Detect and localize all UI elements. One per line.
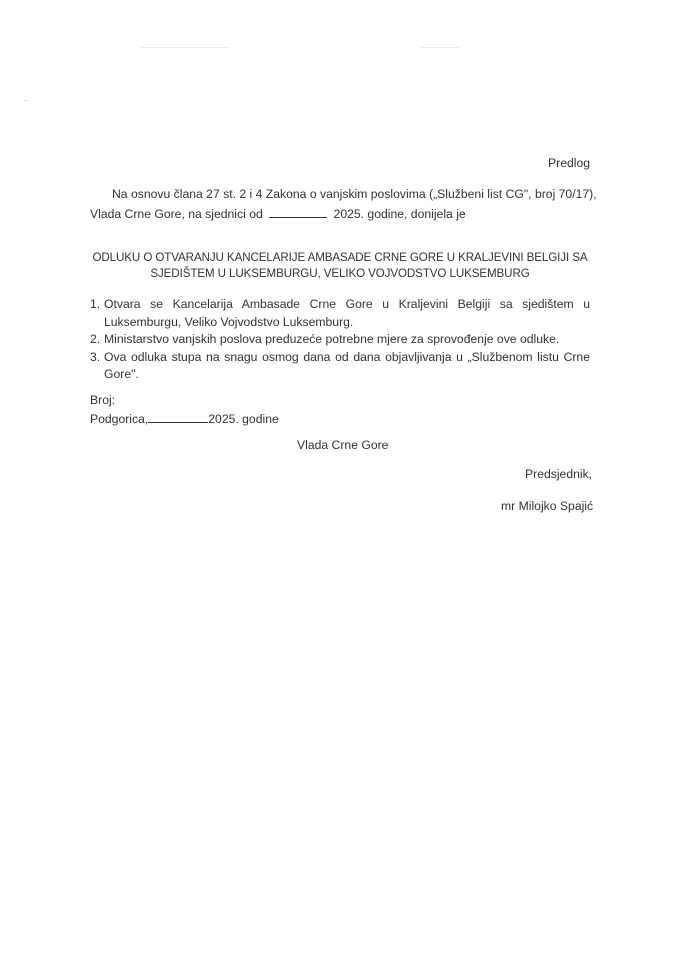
item-text: Ministarstvo vanjskih poslova preduzeće potrebne mjere za sprovođenje ove odluke. — [104, 332, 560, 346]
scan-artifact — [140, 47, 230, 48]
item-number: 2. — [90, 332, 101, 346]
decision-title-line-1: ODLUKU O OTVARANJU KANCELARIJE AMBASADE CRNE GORE U KRALJEVINI BELGIJI SA — [92, 251, 588, 264]
issuer-name: Vlada Crne Gore — [297, 438, 389, 452]
item-number: 3. — [90, 349, 101, 364]
list-item — [90, 349, 590, 384]
place-label: Podgorica, — [90, 412, 149, 426]
item-text: Otvara se Kancelarija Ambasade Crne Gore u Kraljevini Belgiji sa sjedištem u Luksemburgu, Veliko Vojvodstvo Luksemburg. — [104, 297, 590, 329]
number-label: Broj: — [90, 393, 116, 407]
item-number: 1. — [90, 297, 101, 311]
date-blank — [148, 411, 208, 423]
signatory-name: mr Milojko Spajić — [501, 499, 594, 513]
list-item — [90, 296, 590, 331]
legal-basis-text-end: 2025. godine, donijela je — [333, 207, 466, 221]
signatory-title: Predsjednik, — [525, 467, 593, 481]
scan-artifact — [24, 100, 28, 101]
place-date-line — [90, 411, 279, 426]
legal-basis-line-1: Na osnovu člana 27 st. 2 i 4 Zakona o vanjskim poslovima („Službeni list CG", broj 70/17), — [112, 187, 597, 201]
decision-title-line-2: SJEDIŠTEM U LUKSEMBURGU, VELIKO VOJVODSTVO LUKSEMBURG — [150, 267, 530, 280]
item-text: Ova odluka stupa na snagu osmog dana od dana objavljivanja u „Službenom listu Crne Gore". — [104, 349, 590, 381]
year-label: 2025. godine — [208, 412, 279, 426]
proposal-label: Predlog — [548, 156, 591, 170]
legal-basis-line-2 — [90, 206, 466, 221]
decision-items — [90, 296, 590, 384]
session-date-blank — [269, 206, 327, 218]
list-item — [90, 331, 590, 349]
legal-basis-text: Vlada Crne Gore, na sjednici od — [90, 207, 263, 221]
scan-artifact — [420, 47, 460, 48]
